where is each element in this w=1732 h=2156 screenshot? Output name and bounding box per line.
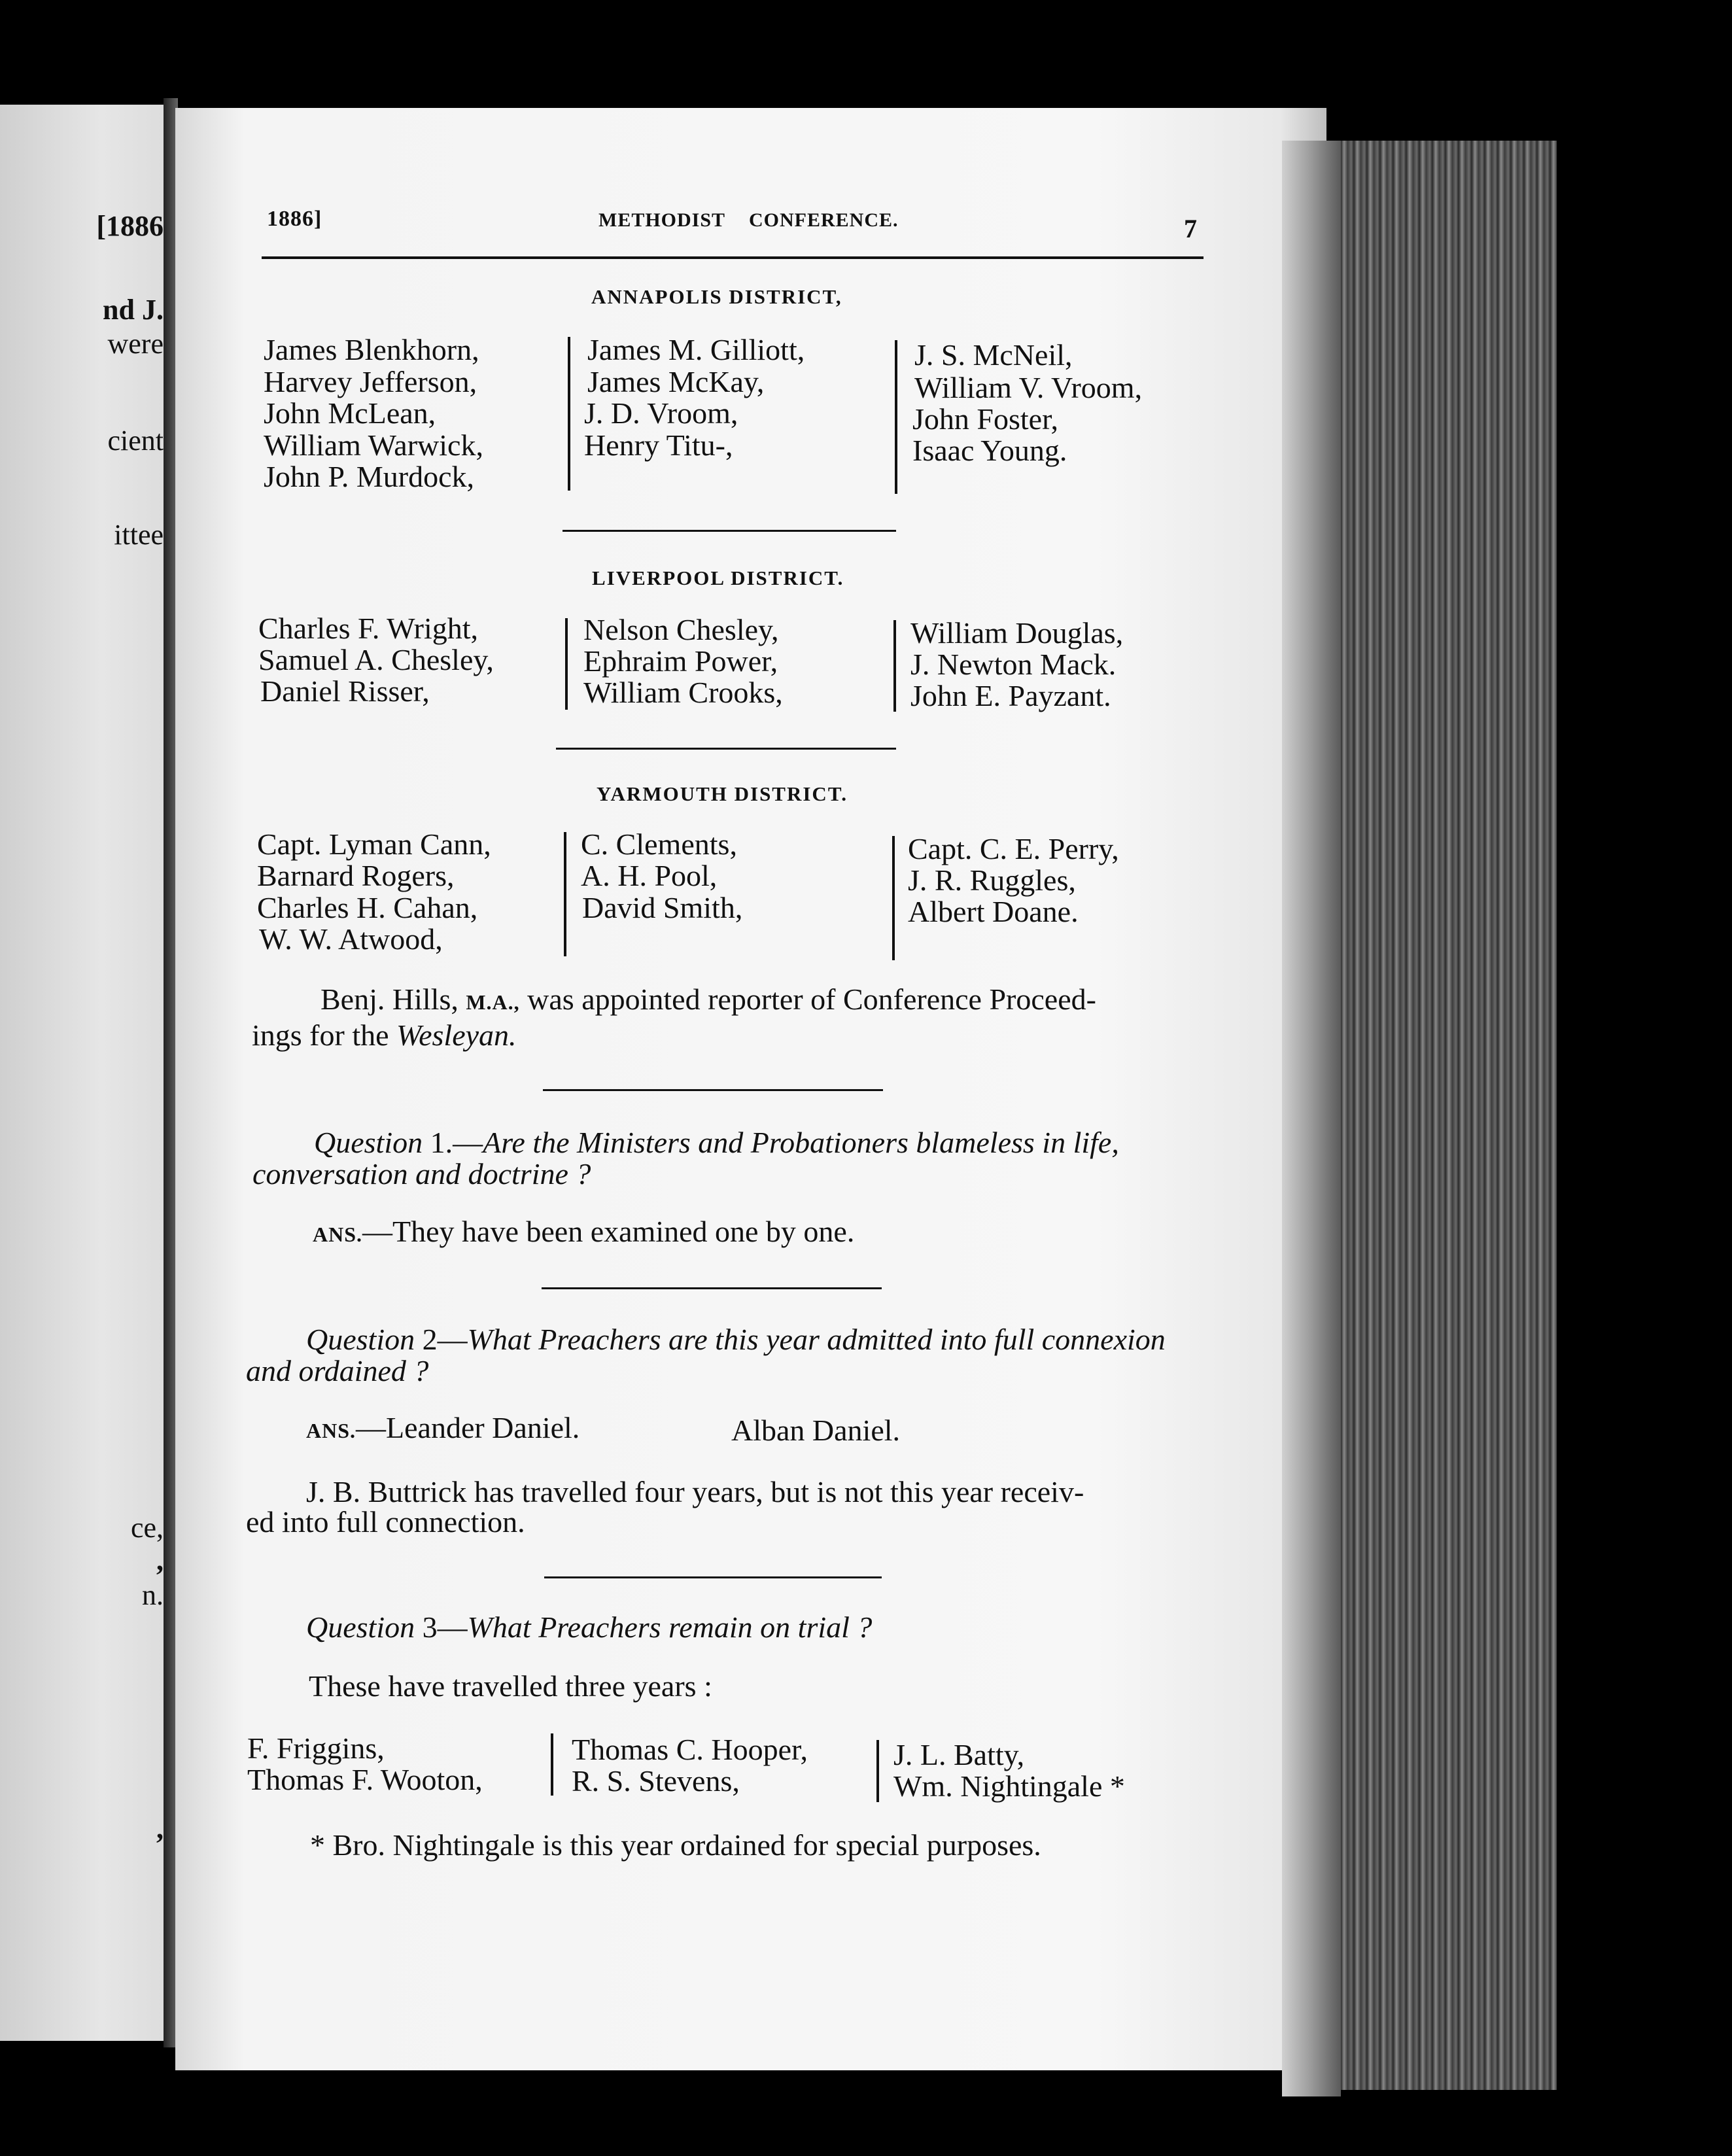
left-page-fragment: [1886 <box>96 210 164 242</box>
column-divider <box>892 836 895 960</box>
note-line2: ed into full connection. <box>246 1505 525 1539</box>
name: W. W. Atwood, <box>259 922 443 956</box>
question-2 <box>306 1325 1166 1355</box>
name: James M. Gilliott, <box>587 333 805 366</box>
question-label: Question <box>314 1126 423 1159</box>
name: J. S. McNeil, <box>914 338 1073 372</box>
section-rule <box>543 1089 883 1091</box>
name: J. L. Batty, <box>893 1738 1025 1771</box>
name: Charles H. Cahan, <box>257 891 478 924</box>
name: J. D. Vroom, <box>584 396 738 430</box>
left-page-fragment: nd J. <box>103 294 164 326</box>
question-1 <box>314 1128 1119 1158</box>
question-1-line2: conversation and doctrine ? <box>252 1157 591 1191</box>
column-divider <box>565 618 568 710</box>
name: Capt. Lyman Cann, <box>257 827 491 861</box>
name: J. R. Ruggles, <box>908 863 1076 897</box>
column-divider <box>568 337 570 491</box>
district-title-annapolis: ANNAPOLIS DISTRICT, <box>591 285 842 308</box>
name: Harvey Jefferson, <box>264 365 477 398</box>
name: Albert Doane. <box>908 895 1079 928</box>
district-title-yarmouth: YARMOUTH DISTRICT. <box>597 782 848 805</box>
page-edge-shadow <box>1282 141 1341 2096</box>
answer-2 <box>306 1413 580 1443</box>
section-rule <box>544 1576 882 1578</box>
answer-label: ANS. <box>313 1223 363 1246</box>
left-page-fragment: cient <box>107 425 164 457</box>
question-text: What Preachers remain on trial ? <box>467 1610 873 1644</box>
section-rule <box>556 748 896 750</box>
name: Capt. C. E. Perry, <box>908 832 1119 865</box>
name: David Smith, <box>582 891 743 924</box>
name: Nelson Chesley, <box>583 613 779 646</box>
name: Henry Titu-, <box>584 428 733 462</box>
question-3-intro: These have travelled three years : <box>309 1669 712 1703</box>
answer-1 <box>313 1217 854 1247</box>
reporter-text-part: ings for the <box>252 1018 389 1052</box>
page-number: 7 <box>1184 214 1198 243</box>
answer-text: —Leander Daniel. <box>356 1411 580 1444</box>
note-line1: J. B. Buttrick has travelled four years, but is not this year receiv- <box>306 1475 1084 1508</box>
name: John E. Payzant. <box>910 679 1111 712</box>
question-label: Question <box>306 1323 415 1356</box>
reporter-degree: M.A., <box>466 990 520 1014</box>
name: Charles F. Wright, <box>258 612 479 645</box>
reporter-text-line2 <box>252 1020 517 1051</box>
name: J. Newton Mack. <box>910 648 1117 681</box>
name: William Warwick, <box>264 428 483 462</box>
name: Wm. Nightingale * <box>893 1769 1125 1803</box>
name: Samuel A. Chesley, <box>258 643 494 676</box>
left-page-fragment: , <box>156 1544 164 1576</box>
reporter-name: Benj. Hills, <box>320 982 459 1016</box>
question-number: 3— <box>422 1610 468 1644</box>
name: William Douglas, <box>910 616 1124 650</box>
question-label: Question <box>306 1610 415 1644</box>
footnote: * Bro. Nightingale is this year ordained for special purposes. <box>310 1828 1041 1862</box>
publication-name: Wesleyan. <box>396 1018 517 1052</box>
answer-label: ANS. <box>306 1419 356 1442</box>
name: James Blenkhorn, <box>264 333 479 366</box>
question-2-line2: and ordained ? <box>246 1354 429 1387</box>
name: Ephraim Power, <box>583 644 778 678</box>
answer-text: —They have been examined one by one. <box>362 1215 855 1248</box>
name: James McKay, <box>587 365 765 398</box>
name: Thomas F. Wooton, <box>247 1763 483 1796</box>
name: John Foster, <box>912 402 1059 436</box>
name: William Crooks, <box>583 676 783 709</box>
name: R. S. Stevens, <box>572 1764 740 1798</box>
question-text: What Preachers are this year admitted into full connexion <box>467 1323 1166 1356</box>
column-divider <box>893 620 896 712</box>
book-page-edges <box>1321 141 1557 2090</box>
name: Daniel Risser, <box>260 674 430 708</box>
name: A. H. Pool, <box>581 859 718 892</box>
left-page-fragment: n. <box>142 1579 164 1611</box>
left-page-fragment: , <box>156 1813 164 1845</box>
reporter-text-rest: was appointed reporter of Conference Proceed- <box>527 982 1096 1016</box>
column-divider <box>564 832 566 956</box>
name: F. Friggins, <box>247 1731 385 1765</box>
answer-2-name2: Alban Daniel. <box>731 1414 901 1447</box>
question-number: 1.— <box>430 1126 483 1159</box>
name: John P. Murdock, <box>264 460 475 493</box>
header-rule <box>262 256 1204 259</box>
header-title-left: METHODIST <box>598 209 726 231</box>
name: John McLean, <box>264 396 436 430</box>
question-text: Are the Ministers and Probationers blameless in life, <box>483 1126 1119 1159</box>
header-title-right: CONFERENCE. <box>749 209 899 231</box>
left-page-fragment: ce, <box>130 1512 164 1544</box>
name: William V. Vroom, <box>914 371 1143 404</box>
district-title-liverpool: LIVERPOOL DISTRICT. <box>592 566 844 589</box>
column-divider <box>876 1740 879 1802</box>
name: Barnard Rogers, <box>257 859 455 892</box>
reporter-text <box>320 984 1096 1015</box>
name: Thomas C. Hooper, <box>572 1733 808 1766</box>
name: Isaac Young. <box>912 434 1067 467</box>
section-rule <box>542 1287 882 1289</box>
left-page-fragment: were <box>107 328 164 360</box>
left-page-fragment: ittee <box>114 519 164 551</box>
name: C. Clements, <box>581 827 737 861</box>
left-facing-page <box>0 105 169 2041</box>
section-rule <box>563 530 896 532</box>
question-3 <box>306 1612 872 1643</box>
column-divider <box>895 340 897 494</box>
column-divider <box>551 1733 553 1796</box>
question-number: 2— <box>422 1323 468 1356</box>
header-year: 1886] <box>267 207 322 231</box>
